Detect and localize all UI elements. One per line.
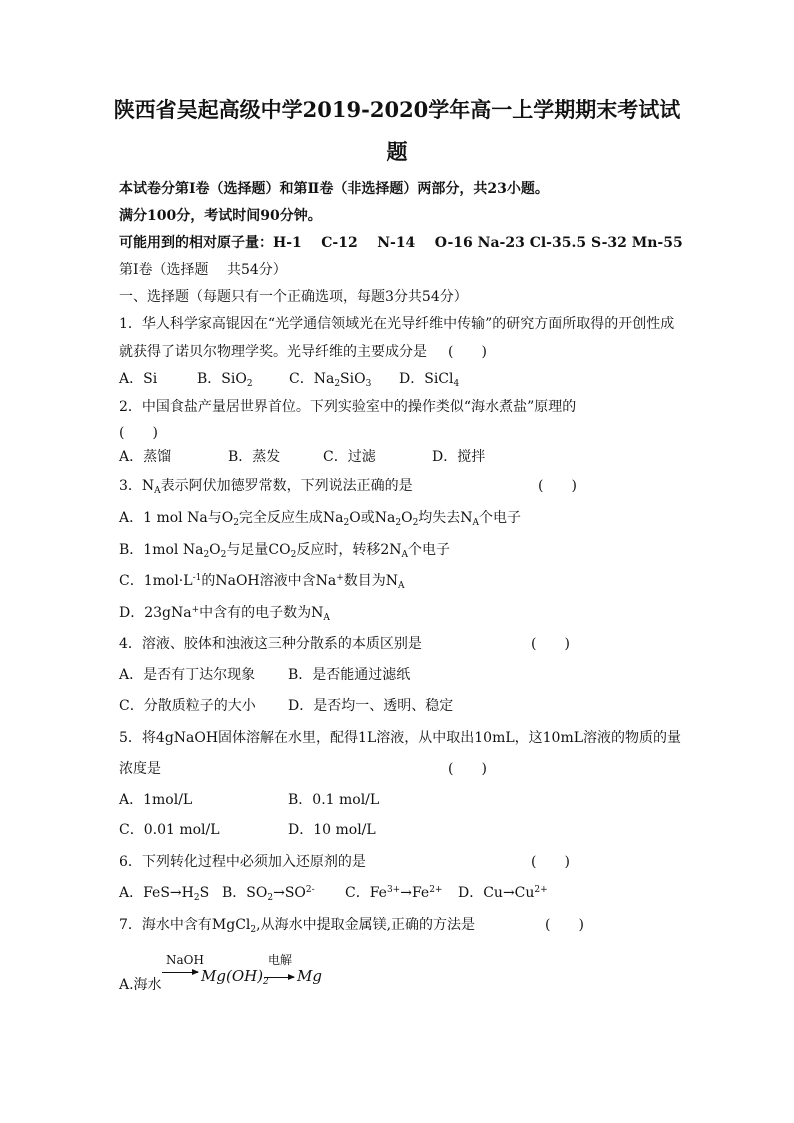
q7-stem: 7．海水中含有MgCl$_2$,从海水中提取金属镁,正确的方法是: [119, 917, 476, 935]
q1-stem-line1: 1．华人科学家高锟因在“光学通信领域光在光导纤维中传输”的研究方面所取得的开创性成: [119, 316, 675, 332]
q3-option-b: B．1mol $Na_2O_2$与足量$CO_2$反应时，转移$2N_A$个电子: [119, 542, 450, 560]
q2-option-d: D．搅拌: [432, 449, 486, 465]
q6-option-d: D．$Cu\to Cu^{2+}$: [458, 885, 548, 901]
q7-product-mg: Mg: [297, 967, 322, 985]
exam-title-line2: 题: [386, 139, 408, 164]
intro-line-2: 满分100分，考试时间90分钟。: [119, 208, 322, 224]
q2-option-b: B．蒸发: [228, 449, 281, 465]
q1-option-c: C．$Na_2SiO_3$: [289, 371, 372, 389]
q3-option-a: A．1 mol Na与$O_2$完全反应生成$Na_2O$或$Na_2O_2$均失去$N_A$个电子: [119, 510, 522, 528]
part-heading: 一、选择题（每题只有一个正确选项，每题3分共54分）: [119, 289, 468, 305]
q5-stem-line2: 浓度是: [119, 761, 161, 777]
q7-option-a-label: A.海水: [119, 977, 162, 993]
q2-option-a: A．蒸馏: [119, 449, 172, 465]
q7-answer-paren: ( ): [545, 917, 584, 933]
q2-stem: 2．中国食盐产量居世界首位。下列实验室中的操作类似“海水煮盐”原理的: [119, 399, 577, 415]
q4-option-c: C．分散质粒子的大小: [119, 698, 256, 714]
q7-arrow-1: [162, 972, 198, 973]
q5-option-a: A．1mol/L: [119, 792, 193, 808]
q5-option-d: D．10 mol/L: [288, 822, 376, 838]
q4-stem: 4．溶液、胶体和浊液这三种分散系的本质区别是: [119, 636, 422, 652]
q3-answer-paren: ( ): [538, 478, 577, 494]
intro-line-1: 本试卷分第Ⅰ卷（选择题）和第Ⅱ卷（非选择题）两部分，共23小题。: [119, 181, 549, 197]
q7-product-mg-oh2: $Mg(OH)_2$: [201, 967, 269, 987]
section-heading: 第Ⅰ卷（选择题 共54分）: [119, 262, 287, 278]
q4-answer-paren: ( ): [531, 636, 570, 652]
q5-option-c: C．0.01 mol/L: [119, 822, 220, 838]
q1-option-a: A．Si: [119, 371, 158, 387]
q5-answer-paren: ( ): [448, 761, 487, 777]
q2-answer-paren: ( ): [119, 425, 158, 441]
q4-option-a: A．是否有丁达尔现象: [119, 667, 256, 683]
q4-option-d: D．是否均一、透明、稳定: [288, 698, 454, 714]
q7-reagent-naoh: NaOH: [166, 953, 204, 967]
q6-answer-paren: ( ): [531, 854, 570, 870]
q6-option-c: C．$Fe^{3+}\to Fe^{2+}$: [345, 885, 443, 901]
q1-stem-line2: 就获得了诺贝尔物理学奖。光导纤维的主要成分是: [119, 344, 427, 360]
q1-option-d: D．SiCl$_4$: [399, 371, 460, 389]
q3-option-c: C．$1mol\cdot L^{-1}$的NaOH溶液中含Na+数目为$N_A$: [119, 573, 405, 591]
exam-title-line1: 陕西省吴起高级中学2019-2020学年高一上学期期末考试试: [113, 97, 681, 122]
q2-option-c: C．过滤: [323, 449, 376, 465]
q7-arrow-2: [264, 977, 294, 978]
q4-option-b: B．是否能通过滤纸: [288, 667, 411, 683]
q1-answer-paren: ( ): [448, 344, 487, 360]
q6-option-a: A．$FeS\to H_2S$: [119, 885, 210, 903]
q6-stem: 6．下列转化过程中必须加入还原剂的是: [119, 854, 366, 870]
q3-stem: 3．$N_A$表示阿伏加德罗常数，下列说法正确的是: [119, 478, 413, 496]
q5-stem-line1: 5．将4gNaOH固体溶解在水里，配得1L溶液，从中取出10mL，这10mL溶液的物质的量: [119, 730, 682, 746]
intro-line-3: 可能用到的相对原子量：H-1 C-12 N-14 O-16 Na-23 Cl-35.5 S-32 Mn-55: [119, 235, 683, 251]
q3-option-d: D．23gNa+中含有的电子数为$N_A$: [119, 605, 330, 623]
q6-option-b: B．$SO_2\to SO^{2-}$: [222, 885, 315, 903]
q1-option-b: B．SiO$_2$: [197, 371, 253, 389]
q5-option-b: B．0.1 mol/L: [288, 792, 380, 808]
q7-reagent-electrolysis: 电解: [268, 953, 293, 967]
